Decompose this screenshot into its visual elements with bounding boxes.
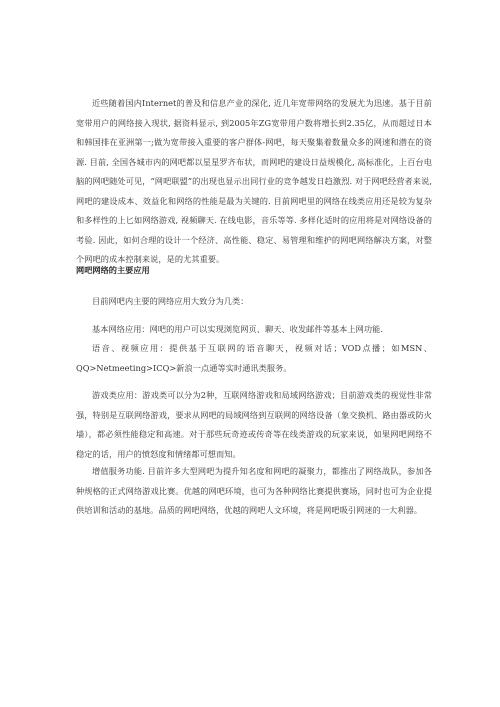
- voice-video-paragraph: 语音、视频应用：提供基于互联网的语音聊天，视频对话；VOD点播；如MSN、QQ>Netmeeting>ICQ>新浪一点通等实时通讯类服务。: [76, 343, 432, 373]
- basic-network-paragraph: 基本网络应用：网吧的用户可以实现浏览网页、聊天、收发邮件等基本上网功能.: [92, 324, 383, 334]
- intro-paragraph: 近些随着国内Internet的普及和信息产业的深化, 近几年宽带网络的发展尤为迅速。基于目前宽带用户的网络接入现状, 据资料显示, 到2005年ZG宽带用户数将增长到2.35亿，从而超过日本和韩国排在亚洲第一;做为宽带接入重要的客户群体-网吧，每天聚集着数量众多的网速和潜在的资源. 目前, 全国各城市内的网吧都以星星罗齐布状，而网吧的建设日益规模化, 高标准化，上百台电脑的网吧随处可见，“网吧联盟”的出现也显示出同行业的竞争越发日趋激烈. 对于网吧经营者来说, 网吧的建设成本、效益化和网络的性能是最为关键的. 目前网吧里的网络在线类应用还是较为复杂和多样性的上匕如网络游戏, 视频聊天. 在线电影，音乐等等. 多样化适时的应用将是对网络设备的考验. 因此，如何合理的设计一个经济、高性能、稳定、易管理和维护的网吧网络解决方案，对整个网吧的成本控制来说，是的尤其重要。: [76, 98, 432, 264]
- section-heading-main-applications: 网吧网络的主要应用: [76, 265, 150, 275]
- value-added-services-paragraph: 增值服务功能. 目前许多大型网吧为提升知名度和网吧的凝聚力，都推出了网络战队，参加各种规格的正式网络游戏比赛。优越的网吧环境，也可为各种网络比赛提供赛场，同时也可为企业提供培训和活动的基地。品质的网吧网络，优越的网吧人文环境，将是网吧吸引网迷的一大利器。: [76, 466, 432, 515]
- applications-lead-paragraph: 目前网吧内主要的网络应用大致分为几类：: [92, 296, 249, 306]
- game-applications-paragraph: 游戏类应用：游戏类可以分为2种，互联网络游戏和局域网络游戏；目前游戏类的视觉性非常强，特别是互联网络游戏，要求从网吧的局域网络到互联网的网络设备（象交换机、路由器或防火墙），都必须性能稳定和高速。对于那些玩奇迹或传奇等在线类游戏的玩家来说，如果网吧网络不稳定的话，用户的愤怒度和情绪都可想而知。: [76, 390, 432, 459]
